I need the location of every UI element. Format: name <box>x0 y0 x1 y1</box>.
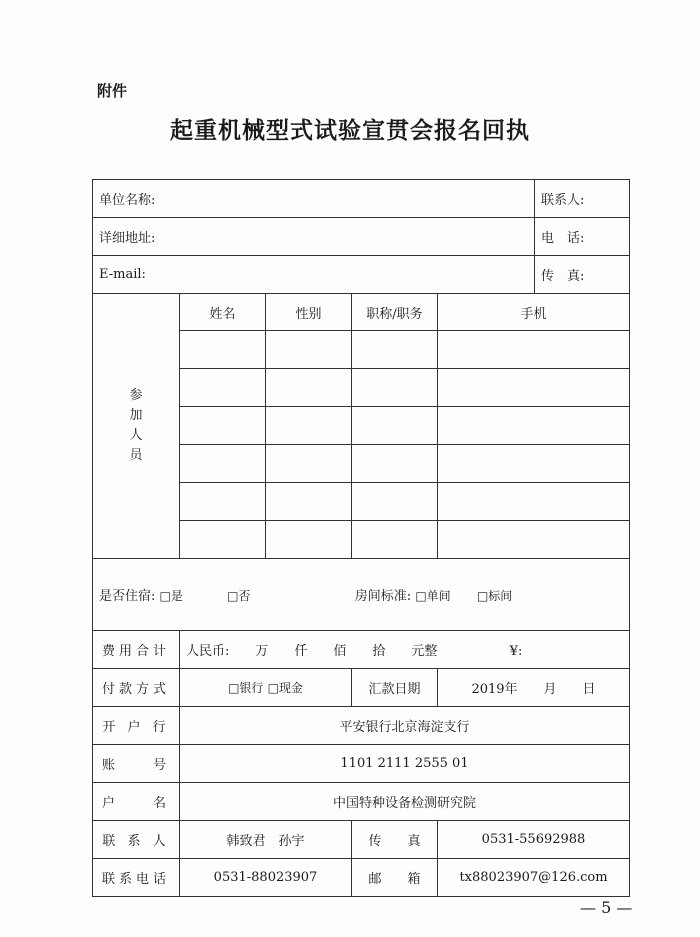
contacts-row <box>93 821 630 859</box>
contacts-email-label: 邮 箱 <box>352 859 438 897</box>
header-gender: 性别 <box>266 294 352 331</box>
attachment-label: 附件 <box>97 82 128 100</box>
participant-title-cell[interactable] <box>352 521 438 559</box>
payment-row <box>93 669 630 707</box>
registration-form <box>92 179 630 897</box>
participant-gender-cell[interactable] <box>266 445 352 483</box>
bank-open-value: 平安银行北京海淀支行 <box>180 707 630 745</box>
fee-yen-label: ¥: <box>509 644 523 659</box>
room-standard-label: 房间标准: <box>354 589 412 604</box>
contacts-phone-value: 0531-88023907 <box>180 859 352 897</box>
page-number: — 5 — <box>580 898 633 917</box>
header-title: 职称/职务 <box>352 294 438 331</box>
form-title: 起重机械型式试验宣贯会报名回执 <box>170 117 530 144</box>
participant-name-cell[interactable] <box>180 331 266 369</box>
participants-header-row <box>93 294 630 331</box>
participant-gender-cell[interactable] <box>266 483 352 521</box>
participant-mobile-cell[interactable] <box>438 483 630 521</box>
participant-gender-cell[interactable] <box>266 369 352 407</box>
bank-checkbox[interactable]: □银行 <box>228 681 264 695</box>
payment-label: 付款方式 <box>93 669 180 707</box>
header-name: 姓名 <box>180 294 266 331</box>
contacts-phone-label: 联系电话 <box>93 859 180 897</box>
lodging-yes-checkbox[interactable]: □是 <box>159 589 183 603</box>
account-value: 1101 2111 2555 01 <box>180 745 630 783</box>
participant-title-cell[interactable] <box>352 369 438 407</box>
lodging-cell <box>93 559 630 631</box>
unit-row <box>93 180 630 218</box>
participant-mobile-cell[interactable] <box>438 407 630 445</box>
participants-section-label: 参 加 人 员 <box>93 294 180 559</box>
participant-gender-cell[interactable] <box>266 331 352 369</box>
contact-person-field[interactable]: 联系人: <box>535 180 630 218</box>
lodging-no-checkbox[interactable]: □否 <box>227 589 251 603</box>
bank-open-row <box>93 707 630 745</box>
account-label: 账 号 <box>93 745 180 783</box>
participant-mobile-cell[interactable] <box>438 369 630 407</box>
contacts-fax-label: 传 真 <box>352 821 438 859</box>
holder-label: 户 名 <box>93 783 180 821</box>
contacts-phone-row <box>93 859 630 897</box>
email-row <box>93 256 630 294</box>
participant-name-cell[interactable] <box>180 445 266 483</box>
address-field[interactable]: 详细地址: <box>93 218 535 256</box>
bank-open-label: 开 户 行 <box>93 707 180 745</box>
participant-title-cell[interactable] <box>352 331 438 369</box>
participant-title-cell[interactable] <box>352 445 438 483</box>
payment-method-cell <box>180 669 352 707</box>
email-field[interactable]: E-mail: <box>93 256 535 294</box>
participant-gender-cell[interactable] <box>266 407 352 445</box>
lodging-label: 是否住宿: <box>99 589 156 604</box>
participant-title-cell[interactable] <box>352 407 438 445</box>
participant-name-cell[interactable] <box>180 407 266 445</box>
fee-field[interactable] <box>180 631 630 669</box>
participant-mobile-cell[interactable] <box>438 521 630 559</box>
phone-field[interactable]: 电 话: <box>535 218 630 256</box>
participant-mobile-cell[interactable] <box>438 445 630 483</box>
contacts-fax-value: 0531-55692988 <box>438 821 630 859</box>
contacts-label: 联 系 人 <box>93 821 180 859</box>
address-row <box>93 218 630 256</box>
contacts-names: 韩致君 孙宇 <box>180 821 352 859</box>
participant-title-cell[interactable] <box>352 483 438 521</box>
header-mobile: 手机 <box>438 294 630 331</box>
participant-name-cell[interactable] <box>180 521 266 559</box>
cash-checkbox[interactable]: □现金 <box>267 681 303 695</box>
holder-value: 中国特种设备检测研究院 <box>180 783 630 821</box>
fee-label: 费用合计 <box>93 631 180 669</box>
participant-name-cell[interactable] <box>180 483 266 521</box>
unit-name-field[interactable]: 单位名称: <box>93 180 535 218</box>
standard-room-checkbox[interactable]: □标间 <box>476 589 513 603</box>
contacts-email-value: tx88023907@126.com <box>438 859 630 897</box>
holder-row <box>93 783 630 821</box>
remit-date-label: 汇款日期 <box>352 669 438 707</box>
single-room-checkbox[interactable]: □单间 <box>415 589 451 603</box>
participant-name-cell[interactable] <box>180 369 266 407</box>
participant-mobile-cell[interactable] <box>438 331 630 369</box>
remit-date-field[interactable]: 2019年 月 日 <box>438 669 630 707</box>
fee-amount-text: 人民币: 万 仟 佰 拾 元整 <box>186 644 438 659</box>
lodging-row <box>93 559 630 631</box>
participant-gender-cell[interactable] <box>266 521 352 559</box>
fax-field[interactable]: 传 真: <box>535 256 630 294</box>
account-row <box>93 745 630 783</box>
fee-row <box>93 631 630 669</box>
